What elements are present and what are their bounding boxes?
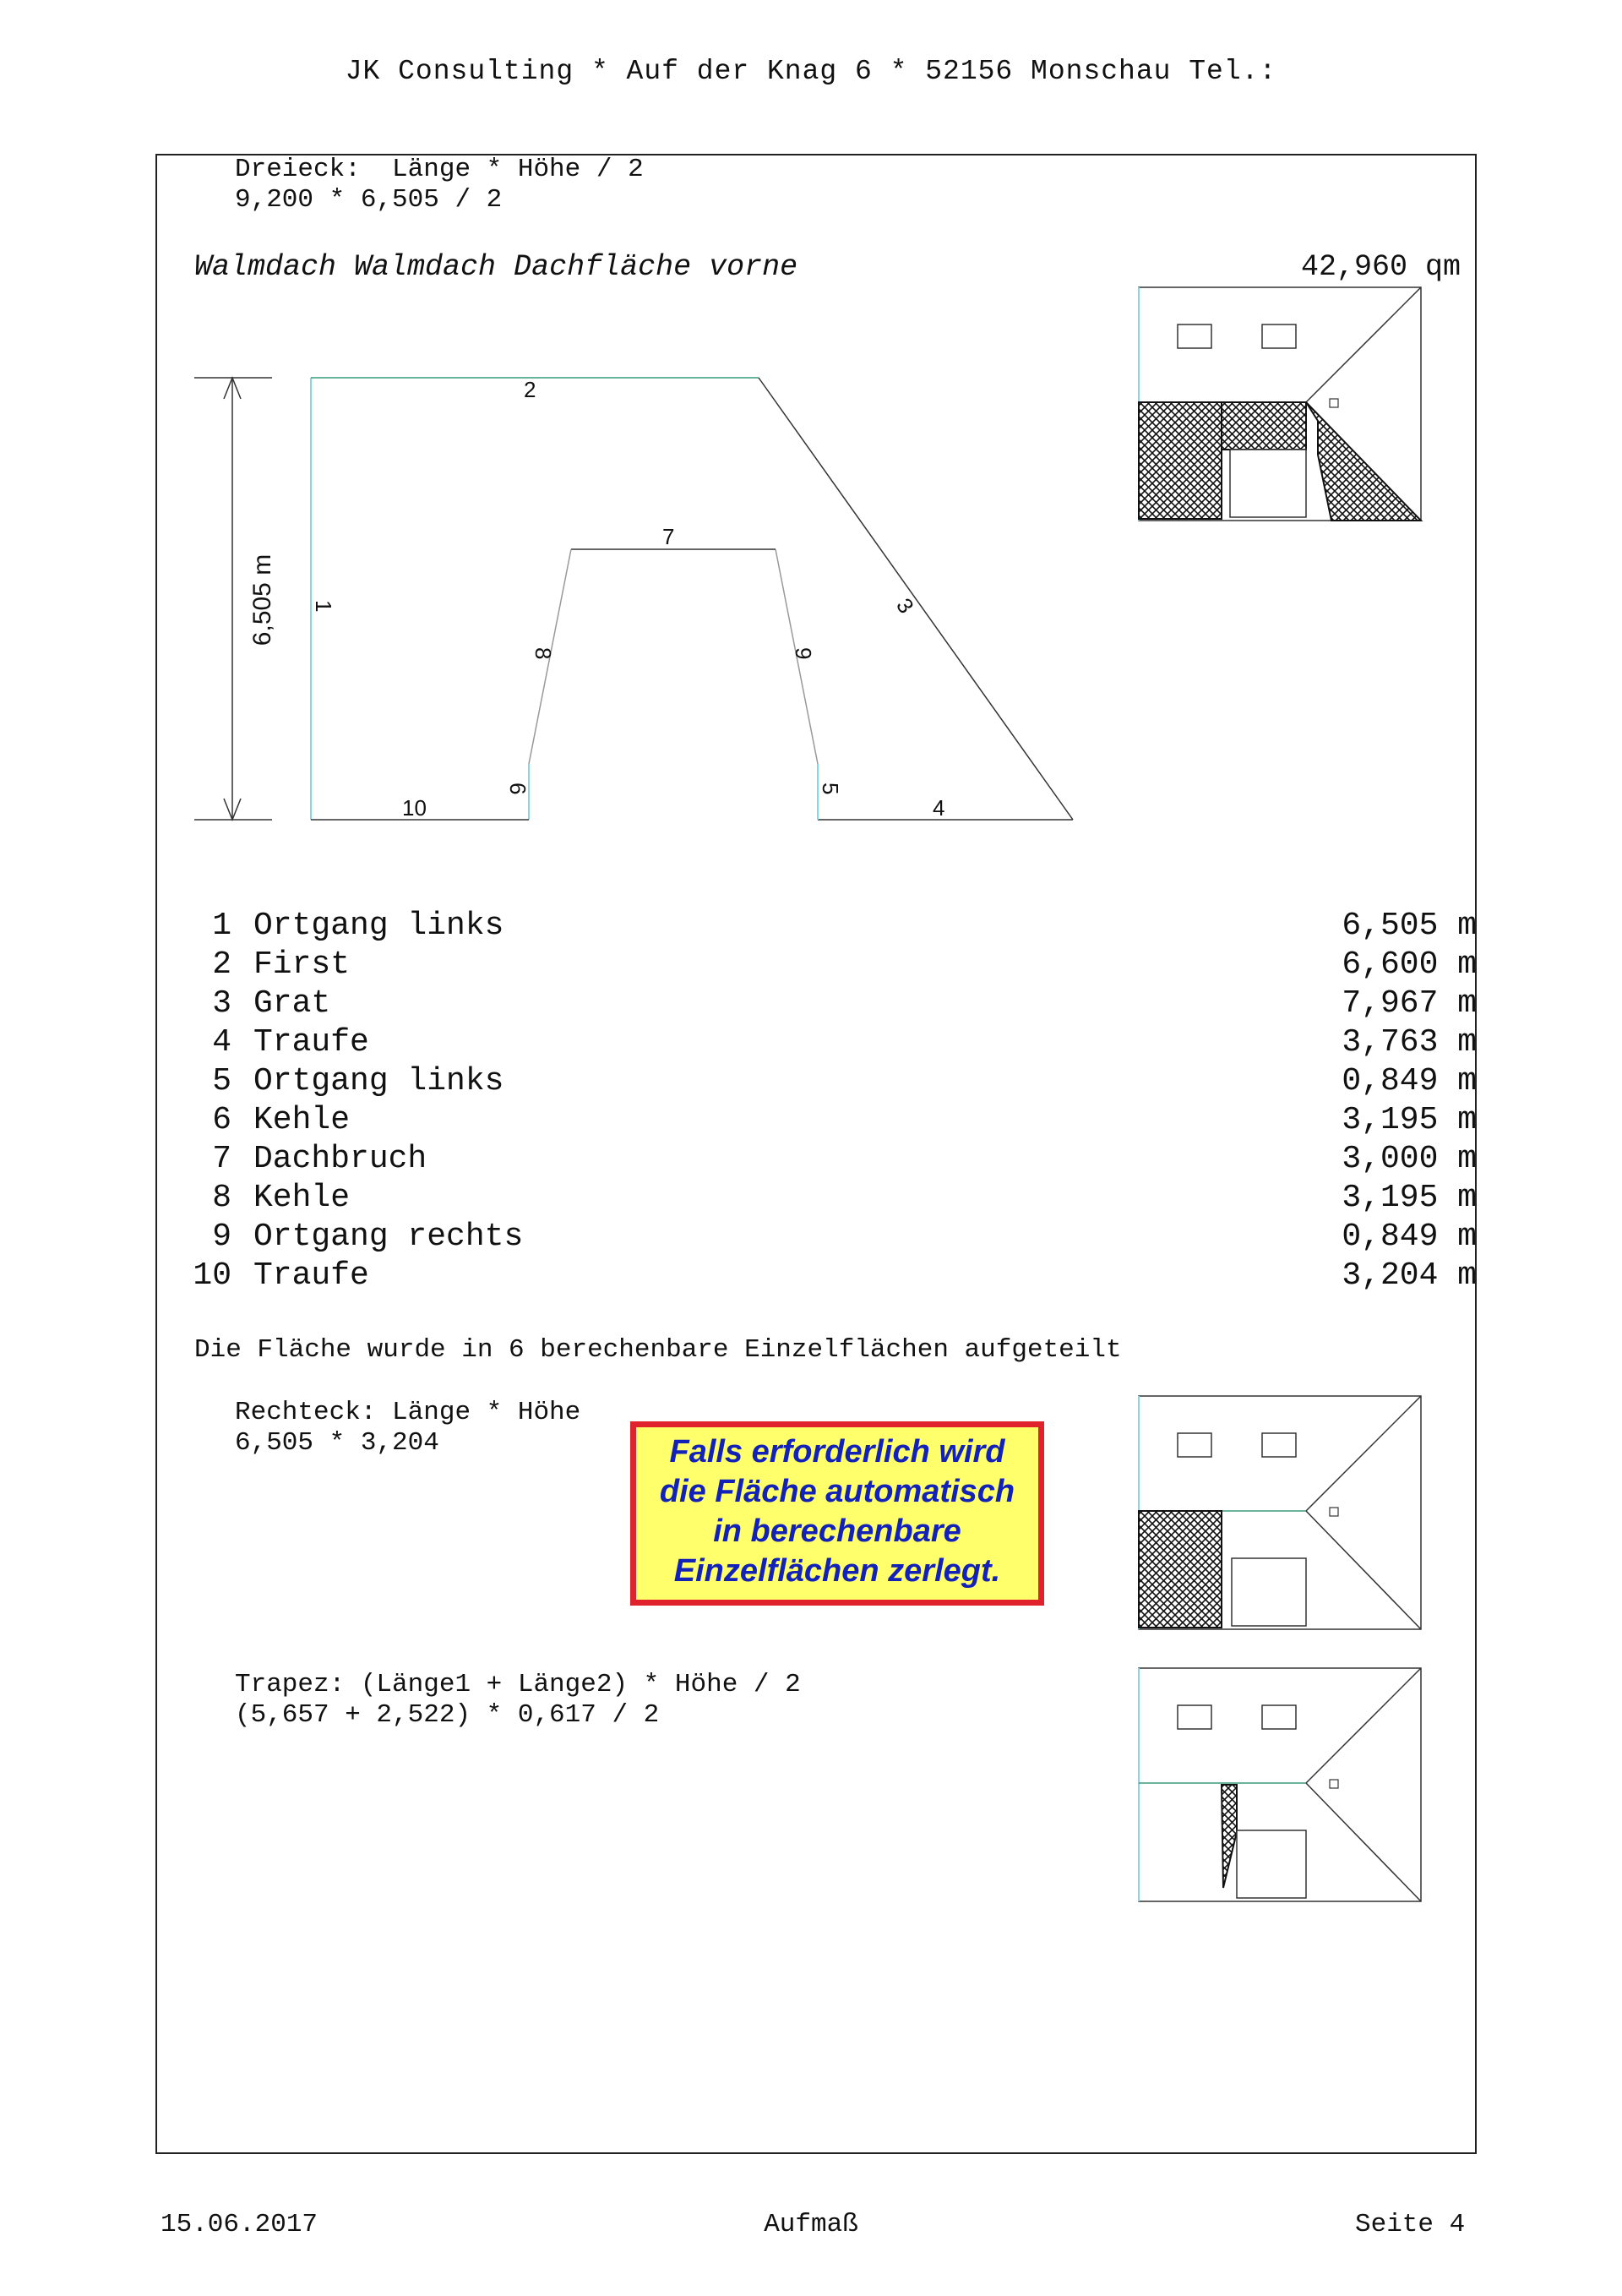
legend-value: 6,505 m [1342,908,1477,944]
legend-row [193,1257,1477,1296]
legend-label: Dachbruch [253,1141,427,1177]
roof-thumbnail-full-icon [1137,286,1424,524]
roof-thumbnail-rect-icon [1137,1394,1424,1633]
legend-num: 2 [212,946,231,983]
legend-num: 5 [212,1063,231,1099]
legend-value: 3,763 m [1342,1024,1477,1061]
edge-label-7: 7 [662,524,675,549]
legend-row [193,1102,1477,1141]
footer-date: 15.06.2017 [161,2210,318,2239]
legend-value: 7,967 m [1342,985,1477,1022]
legend-row [193,946,1477,985]
legend-num: 1 [212,908,231,944]
legend-label: Ortgang links [253,1063,504,1099]
triangle-formula: Dreieck: Länge * Höhe / 2 [235,155,644,184]
legend-num: 6 [212,1102,231,1138]
split-description: Die Fläche wurde in 6 berechenbare Einzelflächen aufgeteilt [194,1335,1122,1365]
info-callout [630,1421,1044,1606]
legend-label: Ortgang rechts [253,1219,524,1255]
legend-value: 0,849 m [1342,1219,1477,1255]
legend-row [193,1063,1477,1102]
trapez-formula: Trapez: (Länge1 + Länge2) * Höhe / 2 [235,1670,801,1699]
legend-row [193,985,1477,1024]
footer-title: Aufmaß [764,2210,858,2239]
legend-num: 9 [212,1219,231,1255]
section-title: Walmdach Walmdach Dachfläche vorne [194,250,798,284]
legend-row [193,1024,1477,1063]
triangle-values: 9,200 * 6,505 / 2 [235,185,503,215]
legend-row [193,1141,1477,1180]
legend-value: 3,000 m [1342,1141,1477,1177]
callout-line: Einzelflächen zerlegt. [673,1553,1001,1589]
legend-row [193,1180,1477,1219]
section-area: 42,960 qm [1301,250,1461,284]
legend-label: Ortgang links [253,908,504,944]
rectangle-formula: Rechteck: Länge * Höhe [235,1398,581,1427]
legend-label: Kehle [253,1180,351,1216]
legend-label: Traufe [253,1024,369,1061]
edge-label-2: 2 [524,377,536,402]
dimension-label: 6,505 m [248,554,276,646]
edge-label-1: 1 [311,600,336,613]
edge-label-8: 8 [531,647,556,660]
edge-label-10: 10 [402,795,427,821]
legend-label: Kehle [253,1102,351,1138]
legend-row [193,908,1477,946]
callout-line: in berechenbare [713,1513,961,1549]
footer-page-number: Seite 4 [1355,2210,1466,2239]
page-header: JK Consulting * Auf der Knag 6 * 52156 Monschau Tel.: [345,56,1277,87]
legend-value: 0,849 m [1342,1063,1477,1099]
legend-label: Traufe [253,1257,369,1294]
callout-line: die Fläche automatisch [659,1474,1015,1509]
legend-value: 3,195 m [1342,1180,1477,1216]
callout-line: Falls erforderlich wird [669,1434,1005,1470]
legend-num: 8 [212,1180,231,1216]
edge-label-3: 3 [891,593,919,619]
edge-label-6: 6 [505,783,531,795]
rectangle-values: 6,505 * 3,204 [235,1428,439,1458]
legend-row [193,1219,1477,1257]
edge-label-9: 9 [791,647,816,660]
legend-num: 4 [212,1024,231,1061]
edge-label-4: 4 [933,795,945,821]
trapez-values: (5,657 + 2,522) * 0,617 / 2 [235,1700,660,1730]
legend-value: 3,195 m [1342,1102,1477,1138]
legend-num: 3 [212,985,231,1022]
legend-value: 3,204 m [1342,1257,1477,1294]
legend-num: 7 [212,1141,231,1177]
legend-label: Grat [253,985,331,1022]
roof-thumbnail-trapez-icon [1137,1666,1424,1905]
legend-num: 10 [193,1257,231,1294]
legend-label: First [253,946,351,983]
edge-label-5: 5 [818,783,843,795]
legend-value: 6,600 m [1342,946,1477,983]
